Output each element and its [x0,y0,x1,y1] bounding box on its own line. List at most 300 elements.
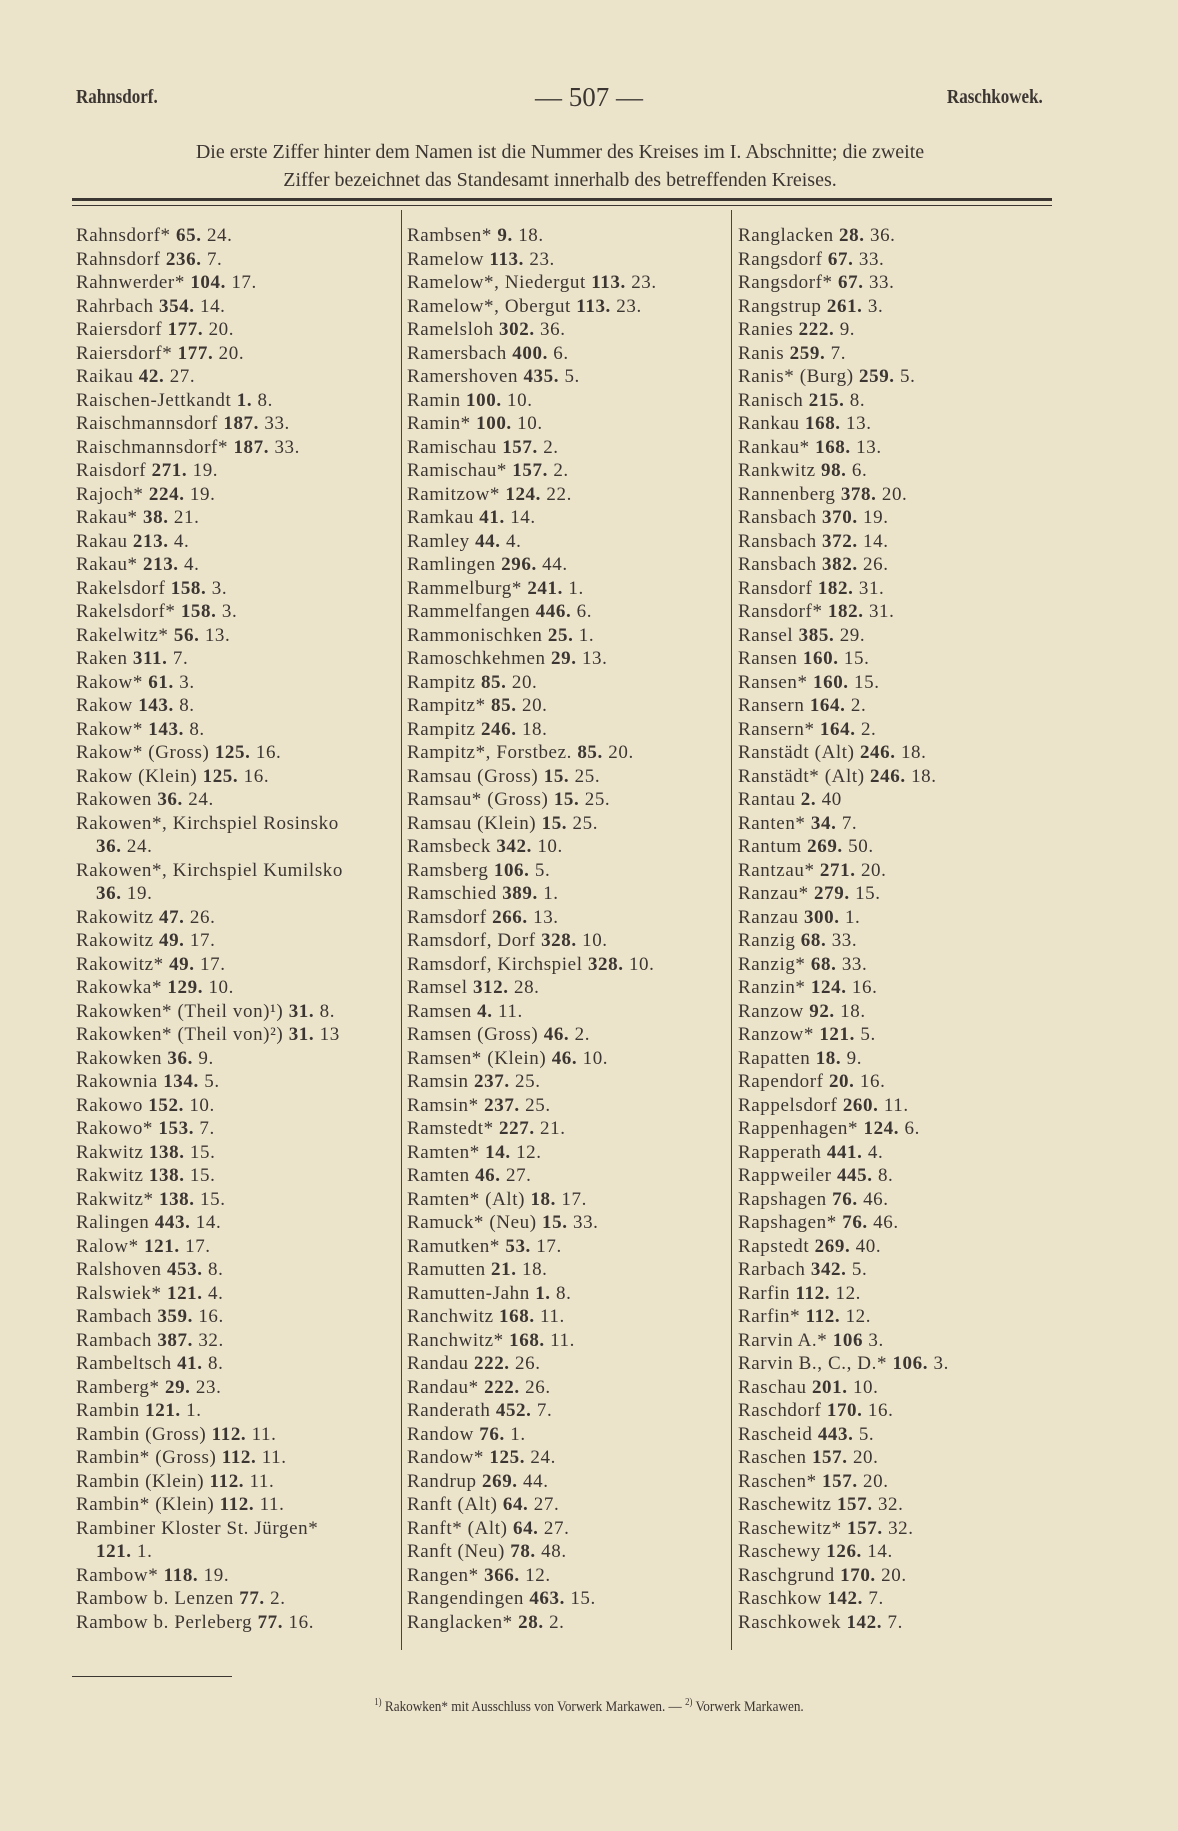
district-number: 138. [148,1165,185,1186]
index-entry [738,224,1068,248]
place-name: Ranies [738,319,794,340]
district-number: 246. [480,718,517,740]
registry-office-number: 24. [530,1447,556,1468]
registry-office-number: 26. [863,554,889,575]
index-entry [76,1493,406,1517]
registry-office-number: 6. [553,342,569,364]
district-number: 170. [826,1400,863,1421]
entry-numbers [827,1588,883,1609]
entry-numbers [491,695,547,716]
registry-office-number: 17. [561,1188,587,1210]
entry-numbers [152,460,219,481]
registry-office-number: 16. [243,765,270,787]
district-number: 21. [491,1259,517,1280]
index-entry [407,318,737,342]
place-name: Raschewitz* [738,1517,842,1539]
registry-office-number: 10. [189,1094,215,1116]
place-name: Ranft (Neu) [407,1541,505,1562]
district-number: 153. [158,1118,195,1139]
index-entry [738,882,1068,906]
entry-numbers [76,1540,406,1564]
place-name: Rambow b. Lenzen [76,1588,234,1609]
registry-office-number: 1. [543,883,559,904]
district-number: 260. [842,1094,879,1116]
index-entry [76,318,406,342]
entry-numbers [820,860,887,881]
place-name: Ranisch [738,389,804,411]
place-name: Ramsbeck [407,836,491,857]
entry-numbers [474,1353,541,1374]
district-number: 158. [180,601,217,622]
district-number: 143. [138,695,174,716]
entry-numbers [796,1283,862,1304]
place-name: Ramberg* [76,1376,160,1398]
registry-office-number: 46. [863,1188,889,1210]
registry-office-number: 5. [851,1259,868,1280]
entry-numbers [484,1565,551,1586]
registry-office-number: 24. [126,836,153,857]
district-number: 236. [165,248,202,270]
place-name: Ranzig* [738,953,806,975]
district-number: 106. [493,859,530,881]
entry-numbers [863,1118,919,1139]
registry-office-number: 15. [855,883,881,904]
index-entry [738,600,1068,624]
place-name: Rankau* [738,436,810,458]
place-name: Ranis* (Burg) [738,366,854,387]
index-entry [407,1329,737,1353]
district-number: 77. [239,1588,265,1609]
district-number: 227. [499,1118,535,1139]
entry-numbers [509,1330,575,1351]
district-number: 1. [236,389,253,411]
registry-office-number: 1. [510,1423,526,1445]
district-number: 85. [577,742,603,763]
entry-numbers [828,601,895,622]
entry-numbers [492,907,559,928]
place-name: Ramley [407,530,470,552]
district-number: 113. [489,248,524,270]
registry-office-number: 16. [867,1400,894,1421]
index-entry [738,976,1068,1000]
district-number: 387. [157,1329,193,1351]
registry-office-number: 25. [572,812,599,834]
index-entry [738,1094,1068,1118]
district-number: 106 [832,1329,864,1351]
entry-numbers [827,1142,883,1163]
index-entry [76,1423,406,1447]
district-number: 213. [132,530,169,552]
place-name: Rakau [76,530,128,552]
index-entry [76,389,406,413]
district-number: 31. [288,1024,315,1045]
place-name: Ramlingen [407,554,496,575]
registry-office-number: 7. [868,1588,884,1609]
registry-office-number: 15. [570,1588,596,1609]
district-number: 121. [96,1541,132,1562]
district-number: 463. [529,1588,565,1609]
district-number: 160. [813,671,849,693]
entry-numbers [846,1612,902,1633]
entry-numbers [482,1471,549,1492]
place-name: Rakowitz [76,906,154,928]
entry-numbers [479,1424,525,1445]
entry-numbers [174,625,230,646]
registry-office-number: 17. [231,272,257,293]
district-number: 435. [523,366,560,387]
index-entry [407,224,737,248]
entry-numbers [148,672,194,693]
district-number: 92. [809,1000,835,1022]
place-name: Randau* [407,1376,479,1398]
index-entry [738,1117,1068,1141]
district-number: 124. [505,483,542,505]
index-entry [407,624,737,648]
place-name: Ramin [407,389,461,411]
place-name: Rankau [738,413,800,434]
place-name: Rambin (Klein) [76,1470,205,1492]
index-entry [738,412,1068,436]
index-entry [738,1141,1068,1165]
district-number: 41. [479,507,505,528]
index-entry [407,1211,737,1235]
entry-numbers [491,1259,547,1280]
entry-numbers [164,1565,230,1586]
place-name: Raschen* [738,1470,817,1492]
district-number: 266. [492,906,528,928]
index-entry [76,929,406,953]
index-entry [407,459,737,483]
registry-office-number: 44. [542,554,568,575]
district-number: 445. [836,1165,873,1186]
registry-office-number: 14. [199,295,226,317]
entry-numbers [484,1095,551,1116]
index-entry [407,342,737,366]
district-number: 152. [148,1094,184,1116]
place-name: Raschewy [738,1541,821,1562]
entry-numbers [822,531,889,552]
index-entry [738,671,1068,695]
entry-numbers [157,789,213,810]
entry-numbers [512,343,568,364]
place-name: Rammelburg* [407,577,522,599]
entry-numbers [818,1424,874,1445]
entry-numbers [804,907,860,928]
registry-office-number: 14. [863,530,889,552]
entry-numbers [148,719,204,740]
place-name: Ramershoven [407,366,519,387]
registry-office-number: 25. [525,1094,551,1116]
place-name: Ramstedt* [407,1118,494,1139]
place-name: Ramutken* [407,1235,500,1257]
entry-numbers [813,672,880,693]
intro-note [60,138,1060,194]
entry-numbers [474,1071,541,1092]
place-name: Rakow* (Gross) [76,742,210,763]
district-number: 259. [789,342,826,364]
registry-office-number: 12. [525,1564,551,1586]
district-number: 296. [501,554,537,575]
index-entry [738,342,1068,366]
place-name: Raken [76,648,128,669]
entry-numbers [223,413,290,434]
index-entry [76,1470,406,1494]
registry-office-number: 5. [860,1024,876,1045]
place-name: Ramin* [407,413,471,434]
entry-numbers [576,296,642,317]
index-entry [407,788,737,812]
entry-numbers [148,1095,215,1116]
district-number: 389. [502,883,538,904]
entry-numbers [870,766,937,787]
place-name: Rambow* [76,1564,159,1586]
place-name: Rakowo [76,1094,143,1116]
registry-office-number: 8. [257,389,273,411]
place-name: Rahrbach [76,295,154,317]
registry-office-number: 50. [848,836,874,857]
entry-numbers [159,1189,226,1210]
registry-office-number: 19. [192,460,219,481]
registry-office-number: 15. [200,1188,226,1210]
place-name: Ramersbach [407,342,507,364]
index-entry [738,859,1068,883]
registry-office-number: 13. [581,648,608,669]
index-entry [76,1023,406,1047]
district-number: 28. [839,225,865,246]
district-number: 112. [211,1423,247,1445]
index-entry [407,1117,737,1141]
index-entry [407,976,737,1000]
entry-numbers [816,1048,862,1069]
entry-numbers [159,296,226,317]
registry-office-number: 8. [319,1000,336,1022]
registry-office-number: 10. [537,836,563,857]
index-entry [76,1587,406,1611]
place-name: Rakowo* [76,1118,154,1139]
index-entry [738,1188,1068,1212]
place-name: Rakow* [76,671,143,693]
registry-office-number: 20. [860,859,887,881]
registry-office-number: 23. [195,1376,222,1398]
registry-office-number: 33. [831,930,858,951]
place-name: Randrup [407,1470,477,1492]
place-name: Rangen* [407,1564,479,1586]
registry-office-number: 23. [631,272,657,293]
registry-office-number: 10. [582,930,608,951]
registry-office-number: 3. [868,1329,884,1351]
place-name: Raischen-Jettkandt [76,389,232,411]
district-number: 177. [167,319,204,340]
registry-office-number: 10. [582,1047,609,1069]
entry-numbers [530,1189,586,1210]
index-entry [76,295,406,319]
place-name: Rakelwitz* [76,624,169,646]
district-number: 9. [497,225,513,246]
place-name: Ramelow*, Niedergut [407,272,586,293]
district-number: 118. [163,1564,199,1586]
registry-office-number: 20. [511,671,538,693]
index-entry [738,788,1068,812]
registry-office-number: 4. [505,530,522,552]
place-name: Ransern [738,695,805,716]
place-name: Rankwitz [738,460,816,481]
entry-numbers [548,625,594,646]
place-name: Ramten [407,1165,470,1186]
place-name: Rambiner Kloster St. Jürgen* [76,1517,319,1539]
place-name: Rarbach [738,1259,806,1280]
district-number: 443. [154,1212,191,1233]
index-entry [738,553,1068,577]
entry-numbers [523,366,579,387]
entry-numbers [815,437,882,458]
registry-office-number: 32. [877,1494,904,1515]
registry-office-number: 6. [576,601,593,622]
district-number: 98. [820,460,847,481]
place-name: Rangsdorf [738,248,823,270]
registry-office-number: 20. [881,1564,907,1586]
place-name: Rakwitz* [76,1188,154,1210]
district-number: 182. [817,577,854,599]
registry-office-number: 26. [525,1376,551,1398]
index-entry [738,459,1068,483]
place-name: Raschdorf [738,1400,822,1421]
entry-numbers [502,437,558,458]
registry-office-number: 13 [319,1024,340,1045]
entry-numbers [544,766,600,787]
index-entry [738,1376,1068,1400]
index-entry [738,1540,1068,1564]
place-name: Ramten* [407,1141,480,1163]
place-name: Rakow (Klein) [76,765,198,787]
index-entry [76,647,406,671]
district-number: 269. [807,836,843,857]
registry-office-number: 1. [844,906,861,928]
index-entry [407,412,737,436]
registry-office-number: 19. [863,507,889,528]
place-name: Ramsau* (Gross) [407,789,549,810]
index-entry [76,553,406,577]
index-entry [738,953,1068,977]
district-number: 142. [827,1588,863,1609]
page-number: — 507 — [535,82,643,112]
index-entry [407,859,737,883]
entry-numbers [484,1377,551,1398]
entry-numbers [841,484,908,505]
place-name: Ramsin* [407,1094,479,1116]
entry-numbers [815,1236,882,1257]
registry-office-number: 20. [852,1447,879,1468]
district-number: 36. [167,1047,193,1069]
registry-office-number: 7. [841,812,858,834]
index-entry [76,1446,406,1470]
district-number: 28. [518,1611,544,1633]
district-number: 168. [815,436,851,458]
place-name: Rambsen* [407,225,493,246]
index-entry [738,1047,1068,1071]
entry-numbers [847,1518,914,1539]
registry-office-number: 2. [270,1588,286,1609]
entry-numbers [554,789,610,810]
district-number: 4. [477,1000,493,1022]
district-number: 359. [157,1306,193,1327]
district-number: 112. [221,1447,257,1468]
place-name: Rakowken* (Theil von)²) [76,1024,284,1045]
entry-numbers [588,954,655,975]
entry-numbers [176,225,232,246]
index-entry [407,765,737,789]
place-name: Rantau [738,789,796,810]
index-entry [407,1258,737,1282]
place-name: Rambach [76,1329,152,1351]
district-number: 259. [859,366,895,387]
footnote-rule [72,1676,232,1677]
entry-numbers [833,1330,884,1351]
place-name: Raschgrund [738,1564,835,1586]
place-name: Ranglacken* [407,1611,513,1633]
entry-numbers [159,907,215,928]
entry-numbers [168,319,235,340]
place-name: Ramutten [407,1259,486,1280]
index-entry [76,741,406,765]
place-name: Ramsen [407,1000,472,1022]
district-number: 29. [164,1376,191,1398]
index-entry [407,577,737,601]
district-number: 41. [177,1353,203,1374]
entry-numbers [163,1071,219,1092]
place-name: Rantum [738,836,802,857]
district-number: 61. [148,671,174,693]
entry-numbers [812,1377,879,1398]
entry-numbers [859,366,915,387]
registry-office-number: 8. [207,1353,224,1374]
registry-office-number: 19. [203,1564,230,1586]
district-number: 49. [169,953,195,975]
entry-numbers [220,1494,285,1515]
district-number: 76. [842,1212,868,1233]
district-number: 160. [802,648,839,669]
district-number: 78. [510,1541,536,1562]
registry-office-number: 2. [574,1024,591,1045]
entry-numbers [497,225,543,246]
place-name: Ranft (Alt) [407,1494,498,1515]
entry-numbers [839,225,895,246]
district-number: 121. [819,1024,855,1045]
index-entry [407,389,737,413]
registry-office-number: 27. [169,366,196,387]
registry-office-number: 32. [198,1329,224,1351]
place-name: Rarvin B., C., D.* [738,1353,888,1374]
index-entry [407,1352,737,1376]
registry-office-number: 4. [184,554,200,575]
place-name: Rappweiler [738,1165,832,1186]
index-entry [738,718,1068,742]
entry-numbers [139,366,195,387]
entry-numbers [473,977,540,998]
district-number: 157. [847,1517,883,1539]
registry-office-number: 40. [855,1235,882,1257]
registry-office-number: 29. [839,624,866,646]
registry-office-number: 11. [540,1306,565,1327]
entry-numbers [76,882,406,906]
place-name: Rahnsdorf [76,248,161,270]
entry-numbers [466,390,533,411]
index-entry [76,1376,406,1400]
entry-numbers [806,1306,872,1327]
entry-numbers [811,1259,867,1280]
district-number: 311. [132,648,168,669]
district-number: 138. [158,1188,195,1210]
entry-numbers [167,1048,213,1069]
